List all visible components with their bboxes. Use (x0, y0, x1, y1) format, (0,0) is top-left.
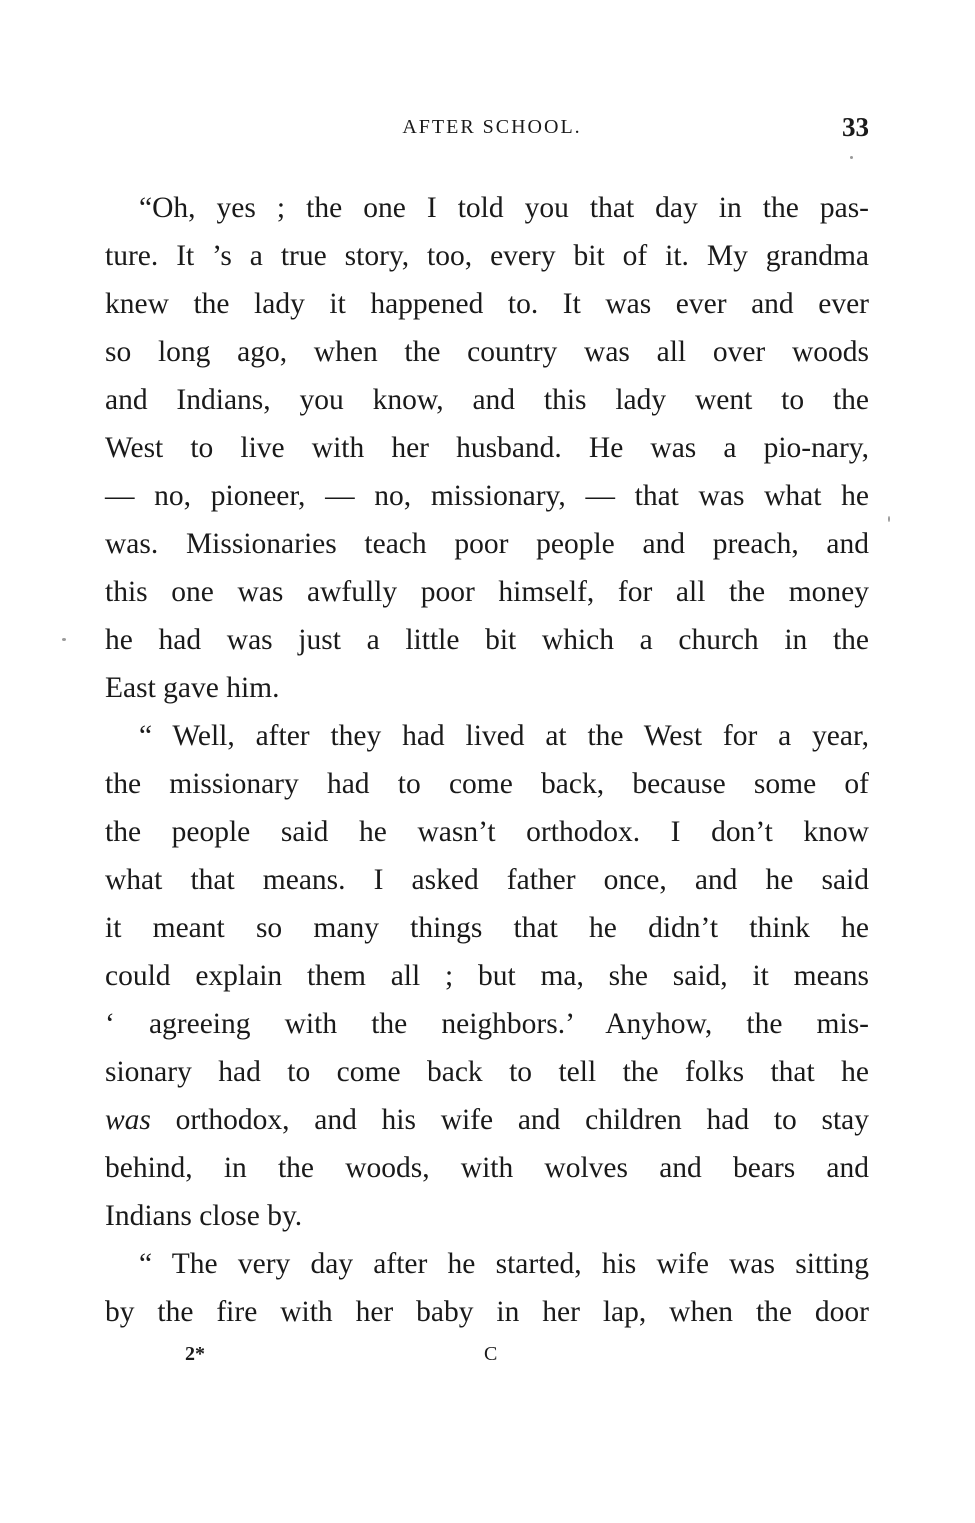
text-line: what that means. I asked father once, and he said (105, 864, 869, 896)
text-line-emphasis (105, 1096, 869, 1144)
page-number: 33 (842, 112, 869, 142)
text-line: “Oh, yes ; the one I told you that day in the pas- (139, 192, 869, 224)
text-line: was. Missionaries teach poor people and preach, and (105, 528, 869, 560)
paper-speck (850, 156, 853, 159)
text-line: the people said he wasn’t orthodox. I don’t know (105, 816, 869, 848)
text-line: Indians close by. (105, 1200, 303, 1232)
text-line: sionary had to come back to tell the folks that he (105, 1056, 869, 1088)
emphasis-word: was (105, 1104, 151, 1136)
text-line: could explain them all ; but ma, she said, it means (105, 960, 869, 992)
paper-speck (62, 638, 66, 641)
text-line: ture. It ’s a true story, too, every bit of it. My grandma (105, 240, 869, 272)
text-line: and Indians, you know, and this lady went to the (105, 384, 869, 416)
text-line: East gave him. (105, 672, 280, 704)
text-line: “ Well, after they had lived at the West for a year, (139, 720, 869, 752)
text-line: ‘ agreeing with the neighbors.’ Anyhow, the mis- (105, 1008, 869, 1040)
text-line: West to live with her husband. He was a pio-nary, (105, 432, 869, 464)
signature-mark: 2* (185, 1343, 205, 1365)
gathering-mark: C (484, 1343, 498, 1365)
text-line: so long ago, when the country was all over woods (105, 336, 869, 368)
text-line: it meant so many things that he didn’t think he (105, 912, 869, 944)
text-line: the missionary had to come back, because some of (105, 768, 869, 800)
running-title: AFTER SCHOOL. (402, 116, 582, 138)
text-line-rest: orthodox, and his wife and children had to stay (150, 1104, 869, 1136)
text-line: behind, in the woods, with wolves and bears and (105, 1152, 869, 1184)
paper-speck (888, 516, 890, 522)
text-line: “ The very day after he started, his wife was sitting (139, 1248, 869, 1280)
text-line: he had was just a little bit which a church in the (105, 624, 869, 656)
text-line: knew the lady it happened to. It was ever and ever (105, 288, 869, 320)
text-line: — no, pioneer, — no, missionary, — that was what he (105, 480, 869, 512)
text-line: by the fire with her baby in her lap, when the door (105, 1296, 869, 1328)
running-head (105, 112, 869, 142)
body-text (105, 184, 869, 1336)
text-line: this one was awfully poor himself, for all the money (105, 576, 869, 608)
